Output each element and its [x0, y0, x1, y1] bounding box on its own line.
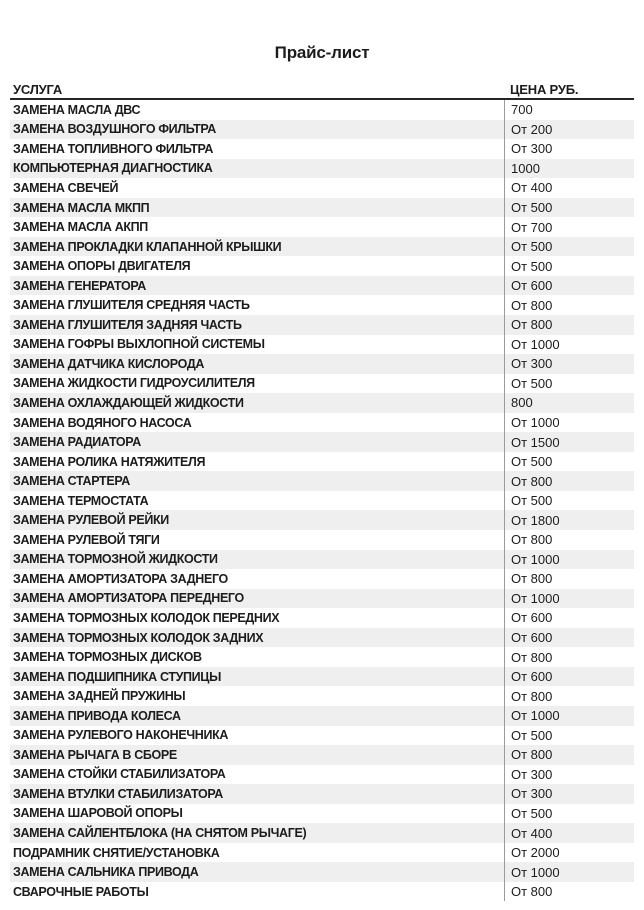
price-cell: От 800	[504, 686, 634, 706]
price-cell: От 500	[504, 491, 634, 511]
price-cell: От 700	[504, 217, 634, 237]
service-cell: ПОДРАМНИК СНЯТИЕ/УСТАНОВКА	[13, 845, 220, 860]
table-row	[10, 628, 634, 648]
table-row	[10, 295, 634, 315]
service-cell: КОМПЬЮТЕРНАЯ ДИАГНОСТИКА	[13, 161, 213, 176]
price-cell: От 800	[504, 647, 634, 667]
price-cell: 1000	[504, 159, 634, 179]
service-cell: ЗАМЕНА МАСЛА МКПП	[13, 200, 150, 215]
column-header-price: ЦЕНА РУБ.	[510, 81, 579, 97]
table-row	[10, 647, 634, 667]
table-row	[10, 706, 634, 726]
price-cell: От 1000	[504, 550, 634, 570]
service-cell: ЗАМЕНА РУЛЕВОГО НАКОНЕЧНИКА	[13, 728, 229, 743]
service-cell: ЗАМЕНА ТОПЛИВНОГО ФИЛЬТРА	[13, 141, 214, 156]
table-row	[10, 159, 634, 179]
service-cell: ЗАМЕНА ТОРМОЗНЫХ КОЛОДОК ЗАДНИХ	[13, 630, 264, 645]
table-row	[10, 667, 634, 687]
service-cell: ЗАМЕНА ВОДЯНОГО НАСОСА	[13, 415, 192, 430]
page-title: Прайс-лист	[274, 43, 370, 62]
service-cell: ЗАМЕНА ТЕРМОСТАТА	[13, 493, 149, 508]
service-cell: ЗАМЕНА СТОЙКИ СТАБИЛИЗАТОРА	[13, 767, 226, 782]
price-cell: От 500	[504, 452, 634, 472]
price-cell: От 600	[504, 608, 634, 628]
price-cell: От 500	[504, 237, 634, 257]
price-cell: От 400	[504, 823, 634, 843]
price-cell: От 500	[504, 726, 634, 746]
table-row	[10, 843, 634, 863]
table-row	[10, 686, 634, 706]
service-cell: ЗАМЕНА РОЛИКА НАТЯЖИТЕЛЯ	[13, 454, 206, 469]
table-row	[10, 256, 634, 276]
price-cell: От 800	[504, 471, 634, 491]
price-cell: От 600	[504, 628, 634, 648]
service-cell: ЗАМЕНА ГОФРЫ ВЫХЛОПНОЙ СИСТЕМЫ	[13, 337, 265, 352]
table-row	[10, 374, 634, 394]
service-cell: ЗАМЕНА МАСЛА ДВС	[13, 102, 141, 117]
service-cell: ЗАМЕНА ГЕНЕРАТОРА	[13, 278, 146, 293]
service-cell: ЗАМЕНА ОХЛАЖДАЮЩЕЙ ЖИДКОСТИ	[13, 395, 244, 410]
service-cell: ЗАМЕНА РУЛЕВОЙ РЕЙКИ	[13, 513, 169, 528]
price-cell: От 300	[504, 784, 634, 804]
price-cell: От 500	[504, 374, 634, 394]
price-cell: От 800	[504, 295, 634, 315]
table-row	[10, 100, 634, 120]
table-row	[10, 335, 634, 355]
table-row	[10, 765, 634, 785]
price-cell: От 500	[504, 256, 634, 276]
table-row	[10, 432, 634, 452]
service-cell: ЗАМЕНА ШАРОВОЙ ОПОРЫ	[13, 806, 183, 821]
price-cell: От 400	[504, 178, 634, 198]
price-cell: От 1000	[504, 413, 634, 433]
table-row	[10, 569, 634, 589]
service-cell: ЗАМЕНА РУЛЕВОЙ ТЯГИ	[13, 532, 160, 547]
service-cell: ЗАМЕНА ВОЗДУШНОГО ФИЛЬТРА	[13, 122, 216, 137]
table-row	[10, 510, 634, 530]
price-cell: От 500	[504, 804, 634, 824]
service-cell: ЗАМЕНА ПРОКЛАДКИ КЛАПАННОЙ КРЫШКИ	[13, 239, 282, 254]
service-cell: ЗАМЕНА ЖИДКОСТИ ГИДРОУСИЛИТЕЛЯ	[13, 376, 255, 391]
price-cell: От 1800	[504, 510, 634, 530]
table-row	[10, 198, 634, 218]
table-row	[10, 608, 634, 628]
table-row	[10, 882, 634, 902]
table-row	[10, 354, 634, 374]
table-row	[10, 393, 634, 413]
price-cell: От 300	[504, 354, 634, 374]
price-cell: От 1500	[504, 432, 634, 452]
table-row	[10, 139, 634, 159]
table-row	[10, 217, 634, 237]
service-cell: ЗАМЕНА МАСЛА АКПП	[13, 220, 148, 235]
price-cell: 700	[504, 100, 634, 120]
price-cell: От 800	[504, 315, 634, 335]
table-row	[10, 804, 634, 824]
table-row	[10, 452, 634, 472]
service-cell: ЗАМЕНА ПРИВОДА КОЛЕСА	[13, 708, 181, 723]
price-cell: От 2000	[504, 843, 634, 863]
service-cell: ЗАМЕНА ЗАДНЕЙ ПРУЖИНЫ	[13, 689, 186, 704]
table-row	[10, 530, 634, 550]
price-cell: От 1000	[504, 335, 634, 355]
table-row	[10, 589, 634, 609]
service-cell: ЗАМЕНА АМОРТИЗАТОРА ЗАДНЕГО	[13, 571, 228, 586]
table-body	[10, 100, 634, 901]
price-cell: От 800	[504, 745, 634, 765]
price-cell: От 1000	[504, 706, 634, 726]
table-row	[10, 120, 634, 140]
table-row	[10, 178, 634, 198]
table-row	[10, 413, 634, 433]
service-cell: ЗАМЕНА ТОРМОЗНЫХ ДИСКОВ	[13, 650, 202, 665]
table-header-row	[10, 80, 634, 100]
service-cell: СВАРОЧНЫЕ РАБОТЫ	[13, 884, 149, 899]
price-cell: От 300	[504, 765, 634, 785]
service-cell: ЗАМЕНА САЛЬНИКА ПРИВОДА	[13, 865, 199, 880]
service-cell: ЗАМЕНА ВТУЛКИ СТАБИЛИЗАТОРА	[13, 786, 223, 801]
table-row	[10, 745, 634, 765]
service-cell: ЗАМЕНА САЙЛЕНТБЛОКА (НА СНЯТОМ РЫЧАГЕ)	[13, 826, 307, 840]
service-cell: ЗАМЕНА ПОДШИПНИКА СТУПИЦЫ	[13, 669, 221, 684]
price-cell: От 600	[504, 667, 634, 687]
service-cell: ЗАМЕНА ДАТЧИКА КИСЛОРОДА	[13, 356, 205, 371]
price-cell: От 600	[504, 276, 634, 296]
service-cell: ЗАМЕНА ТОРМОЗНОЙ ЖИДКОСТИ	[13, 552, 218, 567]
price-cell: 800	[504, 393, 634, 413]
service-cell: ЗАМЕНА СТАРТЕРА	[13, 474, 130, 489]
table-row	[10, 491, 634, 511]
price-table	[10, 80, 634, 901]
price-cell: От 1000	[504, 862, 634, 882]
price-cell: От 800	[504, 882, 634, 902]
table-row	[10, 315, 634, 335]
service-cell: ЗАМЕНА ГЛУШИТЕЛЯ СРЕДНЯЯ ЧАСТЬ	[13, 298, 250, 313]
table-row	[10, 276, 634, 296]
price-cell: От 200	[504, 120, 634, 140]
table-row	[10, 784, 634, 804]
price-cell: От 300	[504, 139, 634, 159]
service-cell: ЗАМЕНА РЫЧАГА В СБОРЕ	[13, 747, 177, 762]
service-cell: ЗАМЕНА РАДИАТОРА	[13, 435, 141, 450]
table-row	[10, 471, 634, 491]
price-cell: От 800	[504, 569, 634, 589]
service-cell: ЗАМЕНА АМОРТИЗАТОРА ПЕРЕДНЕГО	[13, 591, 244, 606]
table-row	[10, 550, 634, 570]
column-header-service: УСЛУГА	[13, 81, 63, 97]
service-cell: ЗАМЕНА ГЛУШИТЕЛЯ ЗАДНЯЯ ЧАСТЬ	[13, 317, 242, 332]
price-cell: От 800	[504, 530, 634, 550]
table-row	[10, 823, 634, 843]
price-cell: От 500	[504, 198, 634, 218]
service-cell: ЗАМЕНА ОПОРЫ ДВИГАТЕЛЯ	[13, 259, 191, 274]
price-cell: От 1000	[504, 589, 634, 609]
table-row	[10, 862, 634, 882]
table-row	[10, 237, 634, 257]
service-cell: ЗАМЕНА СВЕЧЕЙ	[13, 180, 119, 195]
table-row	[10, 726, 634, 746]
service-cell: ЗАМЕНА ТОРМОЗНЫХ КОЛОДОК ПЕРЕДНИХ	[13, 610, 280, 625]
